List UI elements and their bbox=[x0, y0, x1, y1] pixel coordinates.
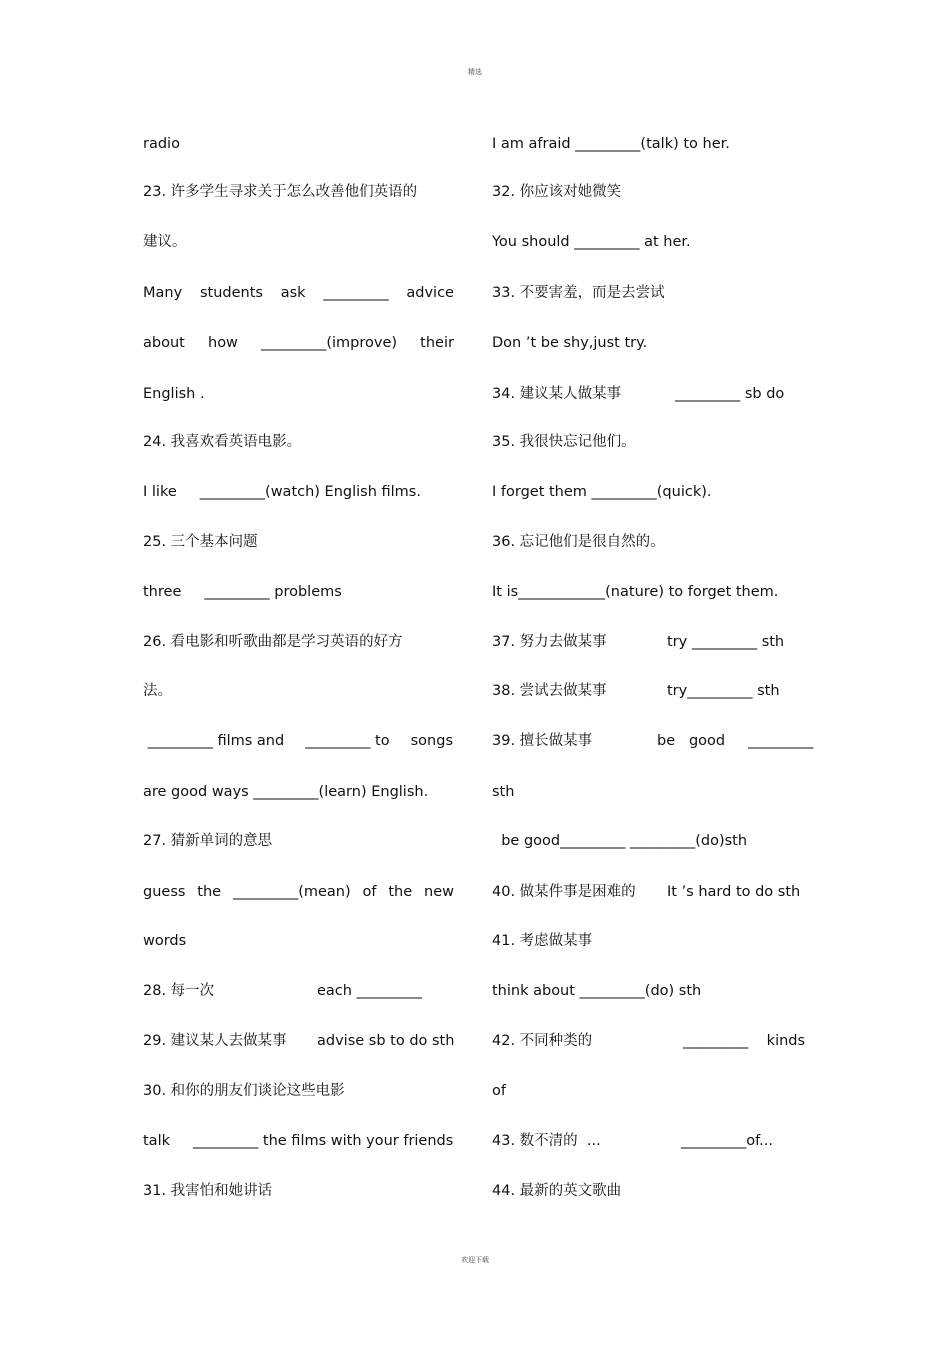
fragment: songs bbox=[410, 733, 453, 749]
q25-english: three _________ problems bbox=[143, 584, 342, 600]
word: students bbox=[199, 285, 263, 301]
q29-chinese: 29. 建议某人去做某事 bbox=[143, 1033, 287, 1049]
q27-chinese: 27. 猜新单词的意思 bbox=[143, 833, 273, 849]
q34-english: _________ sb do bbox=[675, 386, 785, 402]
word: new bbox=[424, 884, 454, 900]
q38-english: try_________ sth bbox=[667, 683, 780, 699]
q27-english-line1 bbox=[143, 882, 454, 902]
page-footer: 欢迎下载 bbox=[461, 1256, 489, 1264]
q26-english-line2: are good ways _________(learn) English. bbox=[143, 784, 429, 800]
q29-english: advise sb to do sth bbox=[317, 1033, 455, 1049]
q27-english-line2: words bbox=[143, 933, 187, 949]
q28-english: each _________ bbox=[317, 983, 422, 999]
word: about bbox=[143, 335, 185, 351]
q39-english-line2: sth bbox=[492, 784, 515, 800]
q41-english: think about _________(do) sth bbox=[492, 983, 702, 999]
q23-chinese-line2: 建议。 bbox=[143, 234, 187, 250]
q24-chinese: 24. 我喜欢看英语电影。 bbox=[143, 434, 302, 450]
q41-chinese: 41. 考虑做某事 bbox=[492, 933, 593, 949]
q35-english: I forget them _________(quick). bbox=[492, 484, 712, 500]
q30-chinese: 30. 和你的朋友们谈论这些电影 bbox=[143, 1083, 345, 1099]
q34-chinese: 34. 建议某人做某事 bbox=[492, 386, 622, 402]
q37-english: try _________ sth bbox=[667, 634, 785, 650]
q26-english-line1 bbox=[143, 731, 453, 751]
q39-chinese: 39. 擅长做某事 bbox=[492, 733, 593, 749]
q36-english: It is____________(nature) to forget them. bbox=[492, 584, 779, 600]
blank: _________(mean) bbox=[232, 884, 351, 900]
q26-chinese-line1: 26. 看电影和听歌曲都是学习英语的好方 bbox=[143, 634, 403, 650]
q39-english-line3: be good_________ _________(do)sth bbox=[492, 833, 748, 849]
fragment: _________ to bbox=[305, 733, 390, 749]
q36-chinese: 36. 忘记他们是很自然的。 bbox=[492, 534, 665, 550]
q24-english: I like _________(watch) English films. bbox=[143, 484, 421, 500]
q23-chinese-line1: 23. 许多学生寻求关于怎么改善他们英语的 bbox=[143, 184, 418, 200]
word: ask bbox=[280, 285, 306, 301]
q32-english: You should _________ at her. bbox=[492, 234, 691, 250]
q23-english-line1 bbox=[143, 283, 454, 303]
q40-english: It ’s hard to do sth bbox=[667, 884, 801, 900]
q33-english: Don ’t be shy,just try. bbox=[492, 335, 648, 351]
word: of bbox=[362, 884, 377, 900]
q43-chinese: 43. 数不清的 ... bbox=[492, 1133, 601, 1149]
q38-chinese: 38. 尝试去做某事 bbox=[492, 683, 607, 699]
q42-chinese: 42. 不同种类的 bbox=[492, 1033, 593, 1049]
q40-chinese: 40. 做某件事是困难的 bbox=[492, 884, 636, 900]
q25-chinese: 25. 三个基本问题 bbox=[143, 534, 258, 550]
q32-chinese: 32. 你应该对她微笑 bbox=[492, 184, 622, 200]
q33-chinese: 33. 不要害羞，而是去尝试 bbox=[492, 285, 665, 301]
q42-english-line2: of bbox=[492, 1083, 506, 1099]
blank: _________ bbox=[323, 285, 389, 301]
q31-english: I am afraid _________(talk) to her. bbox=[492, 136, 730, 152]
word: advice bbox=[406, 285, 454, 301]
page-header: 精选 bbox=[468, 68, 482, 76]
q30-english: talk _________ the films with your friends bbox=[143, 1133, 454, 1149]
word: Many bbox=[143, 285, 183, 301]
word: the bbox=[197, 884, 222, 900]
word: the bbox=[388, 884, 413, 900]
q35-chinese: 35. 我很快忘记他们。 bbox=[492, 434, 636, 450]
q44-chinese: 44. 最新的英文歌曲 bbox=[492, 1183, 622, 1199]
q43-english: _________of... bbox=[681, 1133, 773, 1149]
q37-chinese: 37. 努力去做某事 bbox=[492, 634, 607, 650]
q42-english-line1: _________ kinds bbox=[683, 1033, 806, 1049]
blank: _________(improve) bbox=[261, 335, 398, 351]
q28-chinese: 28. 每一次 bbox=[143, 983, 215, 999]
q23-english-line3: English . bbox=[143, 386, 205, 402]
word: how bbox=[208, 335, 238, 351]
q23-english-line2 bbox=[143, 333, 454, 353]
q39-english-line1: be good _________ bbox=[657, 733, 814, 749]
left-line-1: radio bbox=[143, 136, 180, 152]
word: guess bbox=[143, 884, 186, 900]
q31-chinese: 31. 我害怕和她讲话 bbox=[143, 1183, 273, 1199]
fragment: _________ films and bbox=[143, 733, 285, 749]
q26-chinese-line2: 法。 bbox=[143, 683, 172, 699]
word: their bbox=[420, 335, 454, 351]
